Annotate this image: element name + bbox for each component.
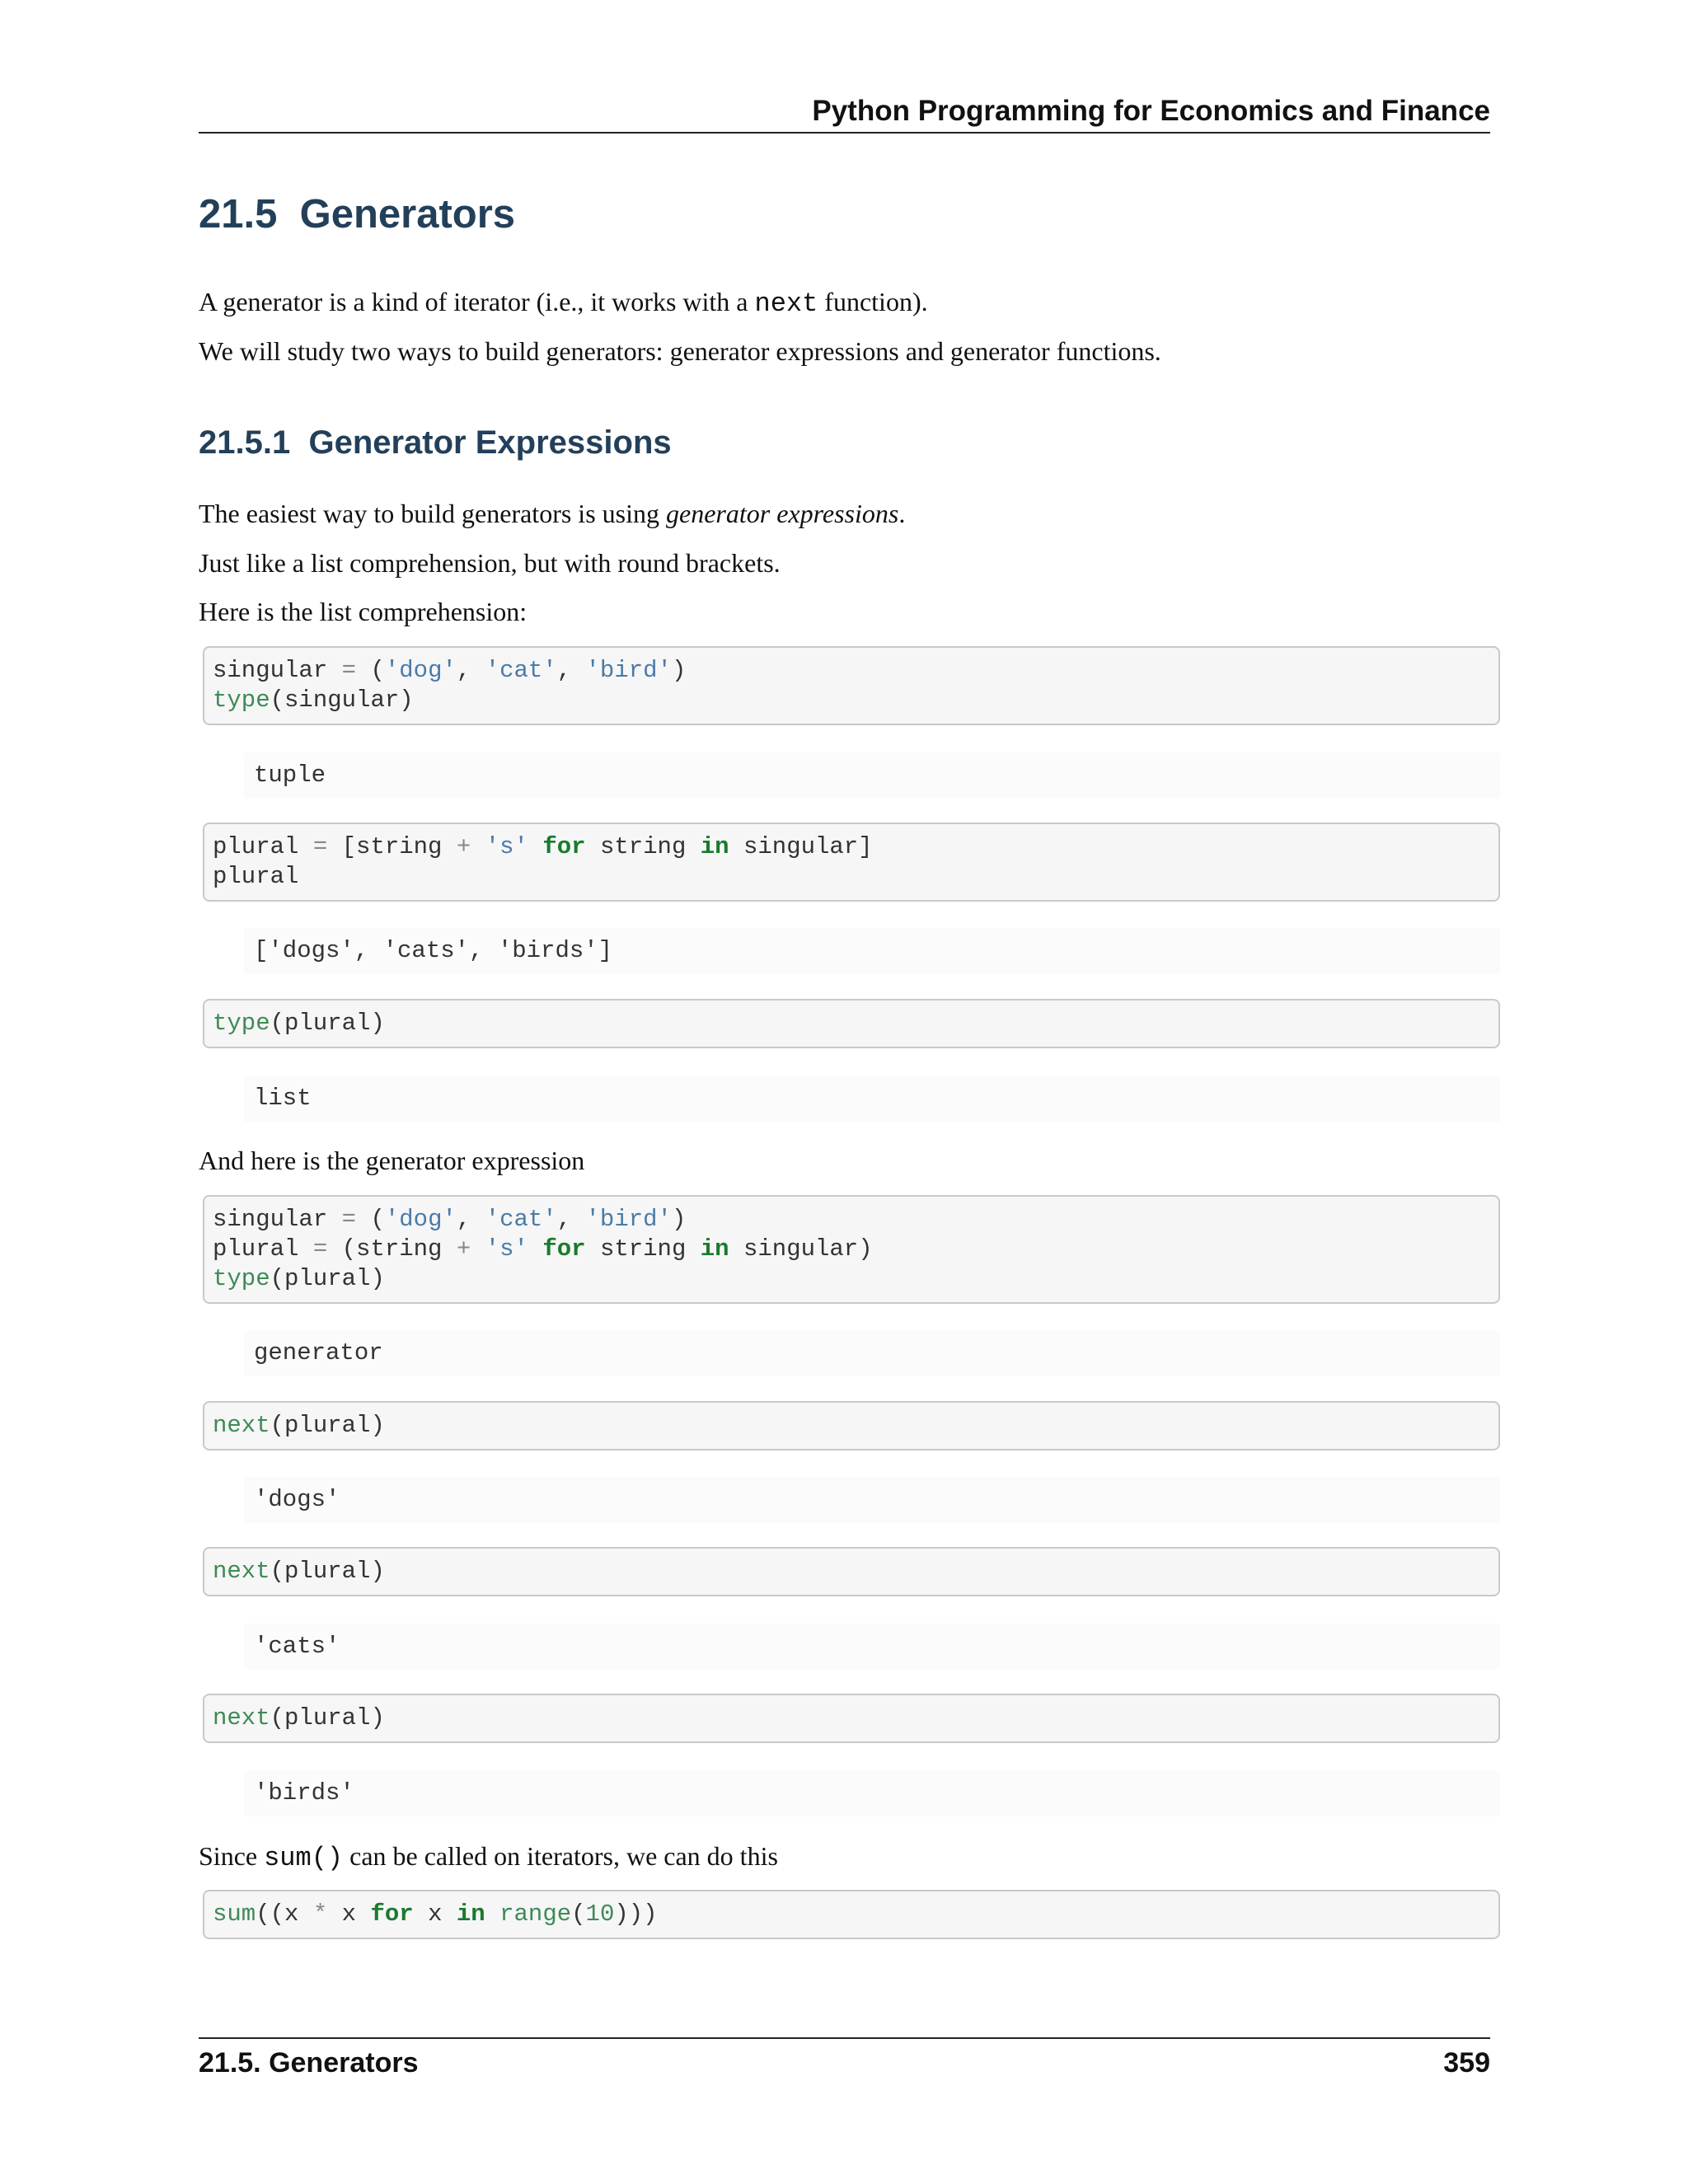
paragraph-4: And here is the generator expression <box>199 1146 585 1175</box>
code-cell-7[interactable]: next(plural) <box>203 1694 1500 1743</box>
paragraph-3: Here is the list comprehension: <box>199 597 528 626</box>
section-number: 21.5 <box>199 192 278 237</box>
output-cell-5: 'dogs' <box>244 1477 1500 1523</box>
code-cell-4[interactable]: singular = ('dog', 'cat', 'bird') plural = (string + 's' for string in singular) type(plural) <box>203 1195 1500 1304</box>
running-header: Python Programming for Economics and Finance <box>199 91 1490 134</box>
paragraph-2: Just like a list comprehension, but with round brackets. <box>199 548 781 578</box>
code-cell-2[interactable]: plural = [string + 's' for string in singular] plural <box>203 823 1500 902</box>
page-footer <box>199 2037 1490 2079</box>
output-cell-3: list <box>244 1076 1500 1122</box>
output-cell-7: 'birds' <box>244 1770 1500 1816</box>
code-cell-6[interactable]: next(plural) <box>203 1547 1500 1596</box>
code-cell-3[interactable]: type(plural) <box>203 999 1500 1048</box>
code-cell-5[interactable]: next(plural) <box>203 1401 1500 1451</box>
paragraph-1: The easiest way to build generators is using generator expressions. <box>199 499 906 528</box>
output-cell-4: generator <box>244 1330 1500 1376</box>
code-cell-8[interactable]: sum((x * x for x in range(10))) <box>203 1890 1500 1939</box>
paragraph-intro-2: We will study two ways to build generators: generator expressions and generator functions. <box>199 336 1161 366</box>
output-cell-2: ['dogs', 'cats', 'birds'] <box>244 928 1500 974</box>
page-number: 359 <box>1443 2047 1490 2079</box>
code-cell-1[interactable]: singular = ('dog', 'cat', 'bird') type(singular) <box>203 646 1500 725</box>
section-title: Generators <box>299 192 516 237</box>
paragraph-5: Since sum() can be called on iterators, we can do this <box>199 1841 778 1873</box>
output-cell-1: tuple <box>244 752 1500 799</box>
paragraph-intro-1: A generator is a kind of iterator (i.e., it works with a next function). <box>199 287 928 319</box>
inline-code-sum: sum() <box>264 1843 344 1873</box>
inline-code-next: next <box>754 288 818 319</box>
section-heading <box>199 191 515 237</box>
subsection-title: Generator Expressions <box>308 424 672 461</box>
footer-section: 21.5. Generators <box>199 2047 419 2079</box>
subsection-number: 21.5.1 <box>199 424 291 461</box>
output-cell-6: 'cats' <box>244 1624 1500 1670</box>
subsection-heading <box>199 424 672 462</box>
